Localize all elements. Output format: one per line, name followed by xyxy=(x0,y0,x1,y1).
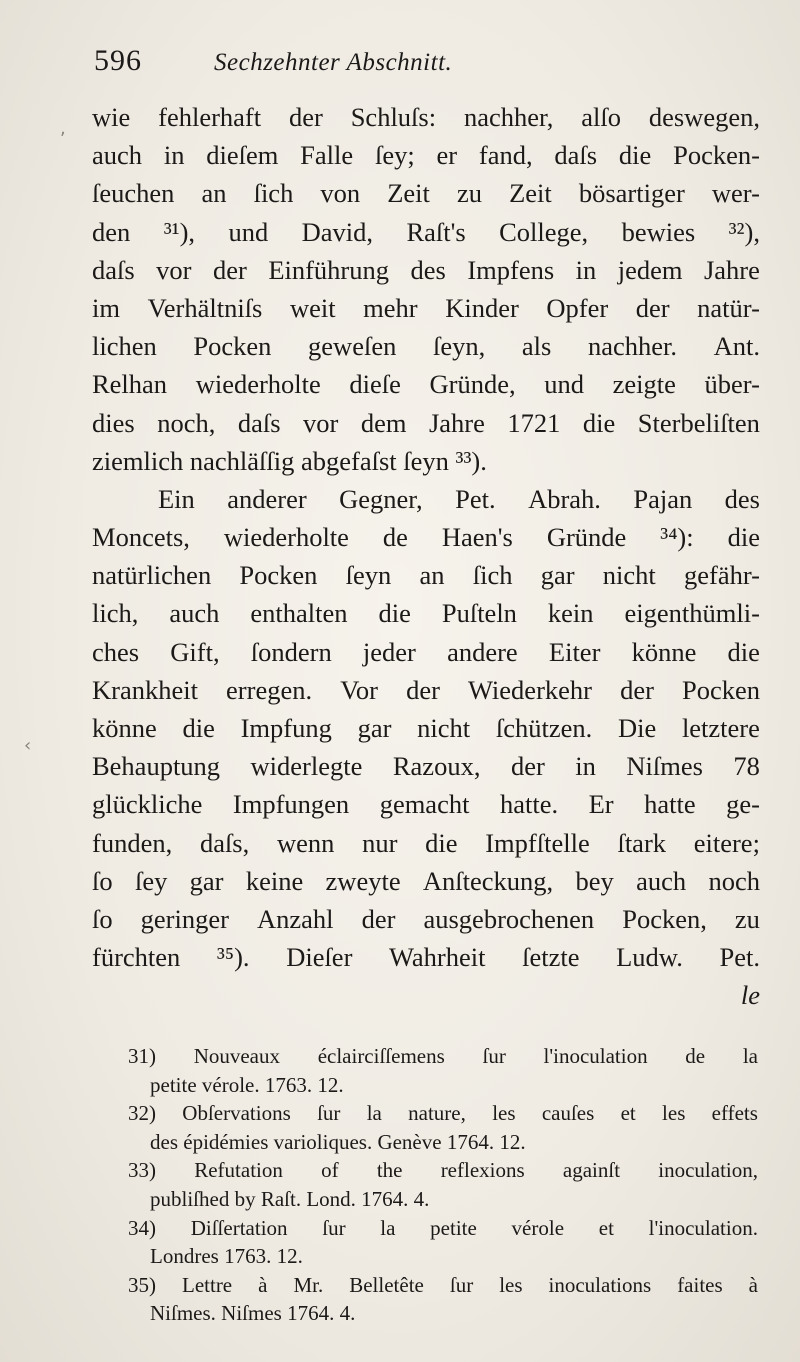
word: daſs xyxy=(554,140,598,171)
footnote-line xyxy=(128,1156,758,1185)
word: natürlichen xyxy=(92,560,212,591)
word: die xyxy=(425,827,458,858)
footnote-line xyxy=(128,1099,758,1128)
footnotes xyxy=(128,1042,758,1328)
text-line xyxy=(92,556,760,594)
word: Gift, xyxy=(170,636,220,667)
word: Ludw. xyxy=(616,942,683,973)
word: zeigte xyxy=(612,369,676,400)
word: ſey; xyxy=(374,140,415,171)
word: Refutation xyxy=(194,1158,283,1183)
word: the xyxy=(376,1158,403,1183)
word: Dieſer xyxy=(286,942,353,973)
word: Razoux, xyxy=(392,751,481,782)
word: Raſt's xyxy=(406,216,466,247)
word: Pocken xyxy=(239,560,318,591)
word: et xyxy=(598,1215,614,1240)
text-line xyxy=(92,327,760,365)
word: erregen. xyxy=(226,674,313,705)
word: funden, xyxy=(92,827,173,858)
word: la xyxy=(742,1044,758,1068)
word: 35) xyxy=(128,1272,156,1297)
word: Pocken- xyxy=(673,140,760,171)
word: gar xyxy=(357,713,392,743)
word: ſeyn, xyxy=(432,331,486,362)
word: Moncets, xyxy=(92,522,190,553)
word: keine xyxy=(245,865,304,896)
text-line xyxy=(92,289,760,327)
word: der xyxy=(212,254,247,285)
text-line xyxy=(92,747,760,785)
word: Zeit xyxy=(387,178,430,209)
word: der xyxy=(510,751,545,782)
text-line: le xyxy=(740,980,760,1011)
page-number: 596 xyxy=(94,44,142,77)
word: ſondern xyxy=(250,636,332,667)
word: widerlegte xyxy=(250,751,363,782)
word: Wiederkehr xyxy=(467,674,592,705)
text-line xyxy=(92,98,760,136)
word: ſo xyxy=(92,865,113,896)
word: 78 xyxy=(733,751,760,782)
text-line xyxy=(92,365,760,403)
word: Pet. xyxy=(455,483,496,514)
word: gemacht xyxy=(379,789,470,820)
word: daſs xyxy=(92,254,135,285)
word: weit xyxy=(289,292,336,323)
word: Ant. xyxy=(713,331,760,362)
word: auch xyxy=(169,598,220,629)
word: 33) xyxy=(128,1158,156,1183)
word: Impfens xyxy=(467,254,555,285)
word: bösartiger xyxy=(578,178,685,209)
word: glückliche xyxy=(92,789,203,820)
word: la xyxy=(366,1101,382,1126)
word: dies xyxy=(92,407,135,438)
word: ³²), xyxy=(728,216,760,247)
text-line xyxy=(92,709,760,747)
word: ches xyxy=(92,636,140,667)
word: Gründe xyxy=(546,522,627,553)
text-line xyxy=(92,824,760,862)
word: College, xyxy=(499,216,589,247)
word: vérole xyxy=(511,1215,565,1240)
word: an xyxy=(419,560,445,591)
word: die xyxy=(727,522,760,553)
footnote-line xyxy=(128,1271,758,1300)
word: bey xyxy=(575,865,614,896)
word: letztere xyxy=(681,713,760,743)
word: die xyxy=(582,407,616,438)
word: anderer xyxy=(227,483,307,514)
word: könne xyxy=(92,713,157,743)
word: l'inoculation. xyxy=(648,1215,758,1240)
word: enthalten xyxy=(250,598,348,629)
word: in xyxy=(163,140,185,171)
text-line xyxy=(92,900,760,938)
word: der xyxy=(635,292,670,323)
word: andere xyxy=(447,636,518,667)
word: fand, xyxy=(478,140,533,171)
running-head: Sechzehnter Abschnitt. xyxy=(214,49,453,76)
word: der xyxy=(406,674,440,705)
word: deswegen, xyxy=(648,102,760,132)
word: fürchten xyxy=(92,942,181,973)
text-line xyxy=(92,136,760,174)
text-line xyxy=(92,862,760,900)
word: von xyxy=(320,178,361,209)
word: Pocken, xyxy=(622,903,707,934)
word: Schluſs: xyxy=(350,102,437,132)
word: auch xyxy=(92,140,143,171)
word: Pocken xyxy=(193,331,272,362)
word: Impfungen xyxy=(232,789,350,820)
word: lich, xyxy=(92,598,139,629)
word: Anſteckung, xyxy=(422,865,554,896)
word: Opfer xyxy=(546,292,609,323)
word: noch, xyxy=(157,407,216,438)
word: Abrah. xyxy=(528,483,601,514)
text-line xyxy=(92,671,760,709)
word: Impfſtelle xyxy=(485,827,590,858)
word: ſtark xyxy=(617,827,667,858)
word: nature, xyxy=(408,1101,466,1126)
word: wenn xyxy=(276,827,335,858)
word: und xyxy=(228,216,269,247)
word: Wahrheit xyxy=(389,942,486,973)
word: ſur xyxy=(449,1272,474,1297)
word: des xyxy=(724,483,760,514)
word: Eiter xyxy=(548,636,601,667)
word: Gegner, xyxy=(339,483,423,514)
word: ſey xyxy=(134,865,168,896)
word: und xyxy=(544,369,585,400)
footnote-line: Londres 1763. 12. xyxy=(150,1244,303,1269)
text-line: ziemlich nachläſſig abgefaſst ſeyn ³³). xyxy=(92,445,487,476)
word: Die xyxy=(617,713,657,743)
word: könne xyxy=(631,636,697,667)
word: Behauptung xyxy=(92,751,221,782)
footnote-line xyxy=(128,1042,758,1071)
text-line xyxy=(92,404,760,442)
word: die xyxy=(618,140,652,171)
word: ge- xyxy=(726,789,760,820)
word: la xyxy=(380,1215,396,1240)
word: als xyxy=(521,331,552,362)
word: Er xyxy=(588,789,614,820)
word: Relhan xyxy=(92,369,168,400)
word: Jahre xyxy=(703,254,760,285)
word: effets xyxy=(711,1101,758,1126)
word: Krankheit xyxy=(92,674,198,705)
word: der xyxy=(288,102,323,132)
word: zu xyxy=(457,178,483,209)
word: Impfung xyxy=(240,713,332,743)
word: der xyxy=(361,903,396,934)
word: Nouveaux xyxy=(193,1044,280,1068)
word: in xyxy=(575,254,597,285)
word: ſeuchen xyxy=(92,178,175,209)
word: Belletête xyxy=(349,1272,424,1297)
word: lichen xyxy=(92,331,157,362)
word: Pajan xyxy=(633,483,693,514)
word: alſo xyxy=(581,102,621,132)
word: 31) xyxy=(128,1044,156,1068)
word: Falle xyxy=(300,140,354,171)
word: kein xyxy=(547,598,594,629)
word: ³⁵). xyxy=(216,942,250,973)
word: jeder xyxy=(362,636,416,667)
word: Niſmes xyxy=(626,751,703,782)
word: de xyxy=(685,1044,706,1068)
word: ſo xyxy=(92,903,113,934)
word: Ein xyxy=(158,483,195,514)
word: daſs xyxy=(237,407,281,438)
margin-mark: ‹ xyxy=(24,735,32,756)
word: bewies xyxy=(621,216,696,247)
word: dieſe xyxy=(349,369,401,400)
word: den xyxy=(92,216,131,247)
word: ſetzte xyxy=(522,942,580,973)
word: der xyxy=(620,674,654,705)
word: ſeyn xyxy=(345,560,392,591)
word: die xyxy=(727,636,760,667)
word: auch xyxy=(636,865,687,896)
word: Einführung xyxy=(268,254,390,285)
word: gar xyxy=(540,560,575,591)
word: Pocken xyxy=(681,674,760,705)
word: nicht xyxy=(417,713,471,743)
word: ſich xyxy=(253,178,294,209)
word: of xyxy=(321,1158,339,1183)
word: faites xyxy=(677,1272,723,1297)
word: l'inoculation xyxy=(543,1044,648,1068)
word: dieſem xyxy=(206,140,279,171)
word: die xyxy=(182,713,215,743)
word: 32) xyxy=(128,1101,156,1126)
word: wiederholte xyxy=(223,522,349,553)
word: éclairciſſemens xyxy=(317,1044,445,1068)
word: zweyte xyxy=(325,865,401,896)
word: nachher, xyxy=(463,102,554,132)
word: an xyxy=(201,178,227,209)
word: fehlerhaft xyxy=(158,102,262,132)
word: 1721 xyxy=(507,407,561,438)
word: jedem xyxy=(617,254,683,285)
page-header xyxy=(94,44,714,84)
word: wer- xyxy=(711,178,760,209)
word: reflexions xyxy=(440,1158,525,1183)
word: er xyxy=(436,140,458,171)
word: et xyxy=(620,1101,636,1126)
text-line xyxy=(92,633,760,671)
word: à xyxy=(748,1272,758,1297)
word: Sterbeliſten xyxy=(637,407,760,438)
word: Zeit xyxy=(509,178,552,209)
word: Mr. xyxy=(293,1272,324,1297)
word: les xyxy=(499,1272,523,1297)
word: gefähr- xyxy=(683,560,760,591)
word: ſur xyxy=(317,1101,341,1126)
text-line xyxy=(92,213,760,251)
word: à xyxy=(258,1272,268,1297)
word: hatte. xyxy=(499,789,559,820)
word: daſs, xyxy=(199,827,250,858)
word: ſich xyxy=(472,560,513,591)
footnote-line xyxy=(128,1214,758,1243)
word: de xyxy=(382,522,408,553)
footnote-line: publiſhed by Raſt. Lond. 1764. 4. xyxy=(150,1186,430,1211)
word: David, xyxy=(301,216,374,247)
word: natür- xyxy=(697,292,760,323)
text-line xyxy=(92,938,760,976)
margin-mark: , xyxy=(60,118,66,139)
word: Pet. xyxy=(719,942,760,973)
word: Puſteln xyxy=(441,598,517,629)
word: eigenthümli- xyxy=(624,598,760,629)
word: im xyxy=(92,292,120,323)
word: inoculation, xyxy=(658,1158,758,1183)
word: cauſes xyxy=(541,1101,595,1126)
word: gar xyxy=(189,865,224,896)
text-line xyxy=(92,174,760,212)
word: ſur xyxy=(482,1044,506,1068)
word: nur xyxy=(362,827,398,858)
text-line xyxy=(92,594,760,632)
word: Diſſertation xyxy=(190,1215,288,1240)
word: mehr xyxy=(363,292,418,323)
word: in xyxy=(575,751,596,782)
word: Anzahl xyxy=(257,903,334,934)
word: againſt xyxy=(562,1158,621,1183)
word: wie xyxy=(92,102,131,132)
word: Haen's xyxy=(441,522,513,553)
word: vor xyxy=(156,254,192,285)
word: über- xyxy=(704,369,760,400)
footnote-line: Niſmes. Niſmes 1764. 4. xyxy=(150,1301,356,1326)
word: geringer xyxy=(140,903,229,934)
word: wiederholte xyxy=(195,369,321,400)
word: ³⁴): xyxy=(660,522,694,553)
word: nicht xyxy=(602,560,656,591)
word: petite xyxy=(430,1215,477,1240)
main-text xyxy=(92,98,760,1015)
word: ſur xyxy=(322,1215,346,1240)
word: Jahre xyxy=(428,407,485,438)
word: ſchützen. xyxy=(495,713,593,743)
word: zu xyxy=(734,903,760,934)
text-line xyxy=(92,251,760,289)
word: geweſen xyxy=(308,331,397,362)
word: des xyxy=(410,254,446,285)
footnote-line: petite vérole. 1763. 12. xyxy=(150,1072,344,1097)
word: ³¹), xyxy=(163,216,196,247)
word: les xyxy=(492,1101,516,1126)
word: vor xyxy=(303,407,339,438)
word: Lettre xyxy=(182,1272,233,1297)
text-line xyxy=(92,480,760,518)
word: eitere; xyxy=(693,827,760,858)
word: Vor xyxy=(340,674,378,705)
word: nachher. xyxy=(587,331,677,362)
word: Gründe, xyxy=(429,369,516,400)
word: Kinder xyxy=(445,292,519,323)
word: Verhältniſs xyxy=(147,292,263,323)
word: dem xyxy=(360,407,407,438)
word: hatte xyxy=(644,789,696,820)
word: noch xyxy=(708,865,760,896)
word: inoculations xyxy=(548,1272,652,1297)
word: 34) xyxy=(128,1215,156,1240)
word: die xyxy=(378,598,411,629)
word: Obſervations xyxy=(182,1101,291,1126)
word: les xyxy=(662,1101,686,1126)
text-line xyxy=(92,785,760,823)
footnote-line: des épidémies varioliques. Genève 1764. 12. xyxy=(150,1129,526,1154)
text-line xyxy=(92,518,760,556)
word: ausgebrochenen xyxy=(423,903,595,934)
